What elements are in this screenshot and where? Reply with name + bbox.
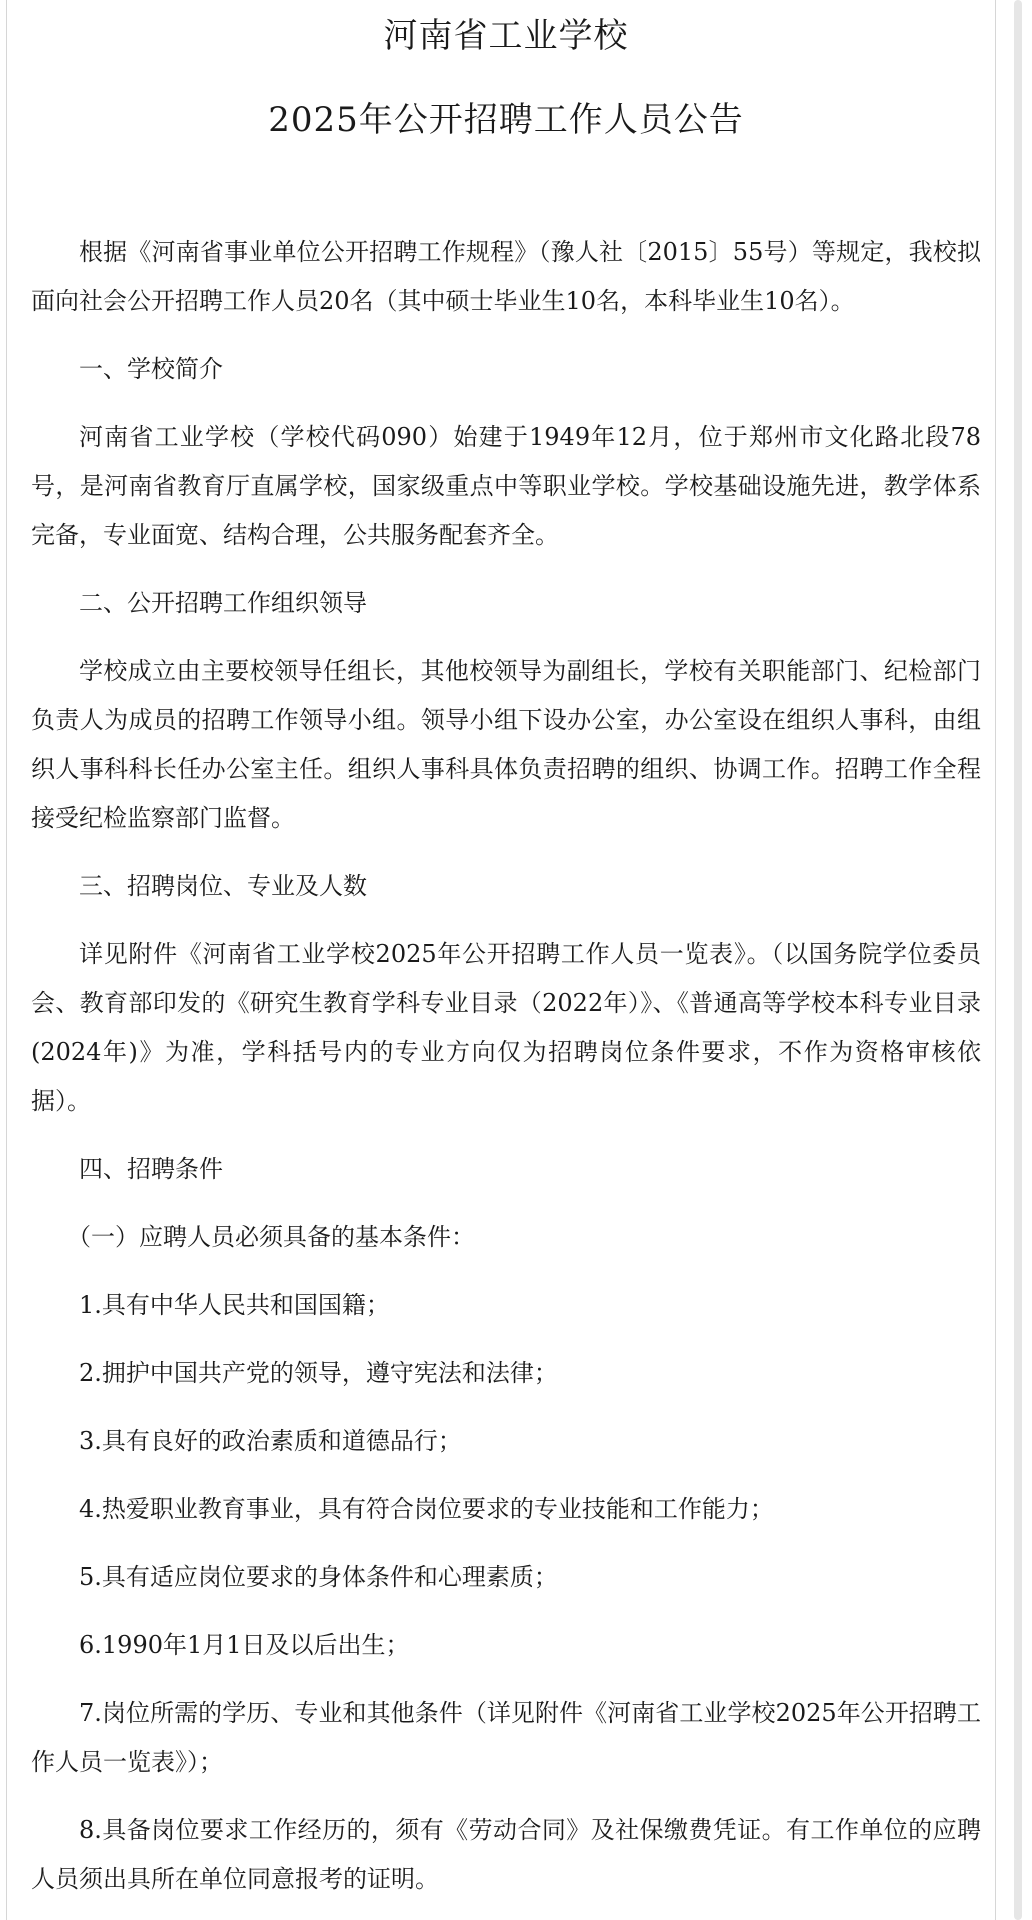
scrollbar[interactable] bbox=[996, 0, 1032, 1920]
document-page bbox=[6, 0, 996, 1920]
condition-item-4: 4.热爱职业教育事业，具有符合岗位要求的专业技能和工作能力； bbox=[79, 1495, 774, 1523]
scrollbar-track[interactable] bbox=[1014, 0, 1022, 1920]
condition-item-7: 7.岗位所需的学历、专业和其他条件（详见附件《河南省工业学校2025年公开招聘工作人员一览表》）； bbox=[31, 1699, 981, 1776]
document-content bbox=[31, 8, 981, 1904]
positions-paragraph: 详见附件《河南省工业学校2025年公开招聘工作人员一览表》。（以国务院学位委员会、教育部印发的《研究生教育学科专业目录（2022年）》、《普通高等学校本科专业目录(2024年)》为准，学科括号内的专业方向仅为招聘岗位条件要求，不作为资格审核依据）。 bbox=[31, 940, 981, 1115]
section-heading-positions: 三、招聘岗位、专业及人数 bbox=[79, 872, 367, 900]
document-title-line1: 河南省工业学校 bbox=[383, 16, 629, 56]
organization-paragraph: 学校成立由主要校领导任组长，其他校领导为副组长，学校有关职能部门、纪检部门负责人为成员的招聘工作领导小组。领导小组下设办公室，办公室设在组织人事科，由组织人事科科长任办公室主任。组织人事科具体负责招聘的组织、协调工作。招聘工作全程接受纪检监察部门监督。 bbox=[31, 657, 981, 832]
condition-item-3: 3.具有良好的政治素质和道德品行； bbox=[79, 1427, 462, 1455]
title-spacer bbox=[31, 142, 981, 228]
condition-item-2: 2.拥护中国共产党的领导，遵守宪法和法律； bbox=[79, 1359, 558, 1387]
condition-item-6: 6.1990年1月1日及以后出生； bbox=[79, 1631, 410, 1659]
conditions-subheading: （一）应聘人员必须具备的基本条件： bbox=[67, 1223, 475, 1251]
section-heading-school-intro: 一、学校简介 bbox=[79, 355, 223, 383]
section-heading-organization: 二、公开招聘工作组织领导 bbox=[79, 589, 367, 617]
intro-paragraph: 根据《河南省事业单位公开招聘工作规程》（豫人社〔2015〕55号）等规定，我校拟面向社会公开招聘工作人员20名（其中硕士毕业生10名，本科毕业生10名）。 bbox=[31, 238, 981, 315]
condition-item-8: 8.具备岗位要求工作经历的，须有《劳动合同》及社保缴费凭证。有工作单位的应聘人员须出具所在单位同意报考的证明。 bbox=[31, 1816, 981, 1893]
condition-item-5: 5.具有适应岗位要求的身体条件和心理素质； bbox=[79, 1563, 558, 1591]
condition-item-1: 1.具有中华人民共和国国籍； bbox=[79, 1291, 390, 1319]
school-intro-paragraph: 河南省工业学校（学校代码090）始建于1949年12月，位于郑州市文化路北段78号，是河南省教育厅直属学校，国家级重点中等职业学校。学校基础设施先进，教学体系完备，专业面宽、结构合理，公共服务配套齐全。 bbox=[31, 423, 981, 549]
section-heading-conditions: 四、招聘条件 bbox=[79, 1155, 223, 1183]
document-title-line2: 2025年公开招聘工作人员公告 bbox=[268, 100, 744, 140]
